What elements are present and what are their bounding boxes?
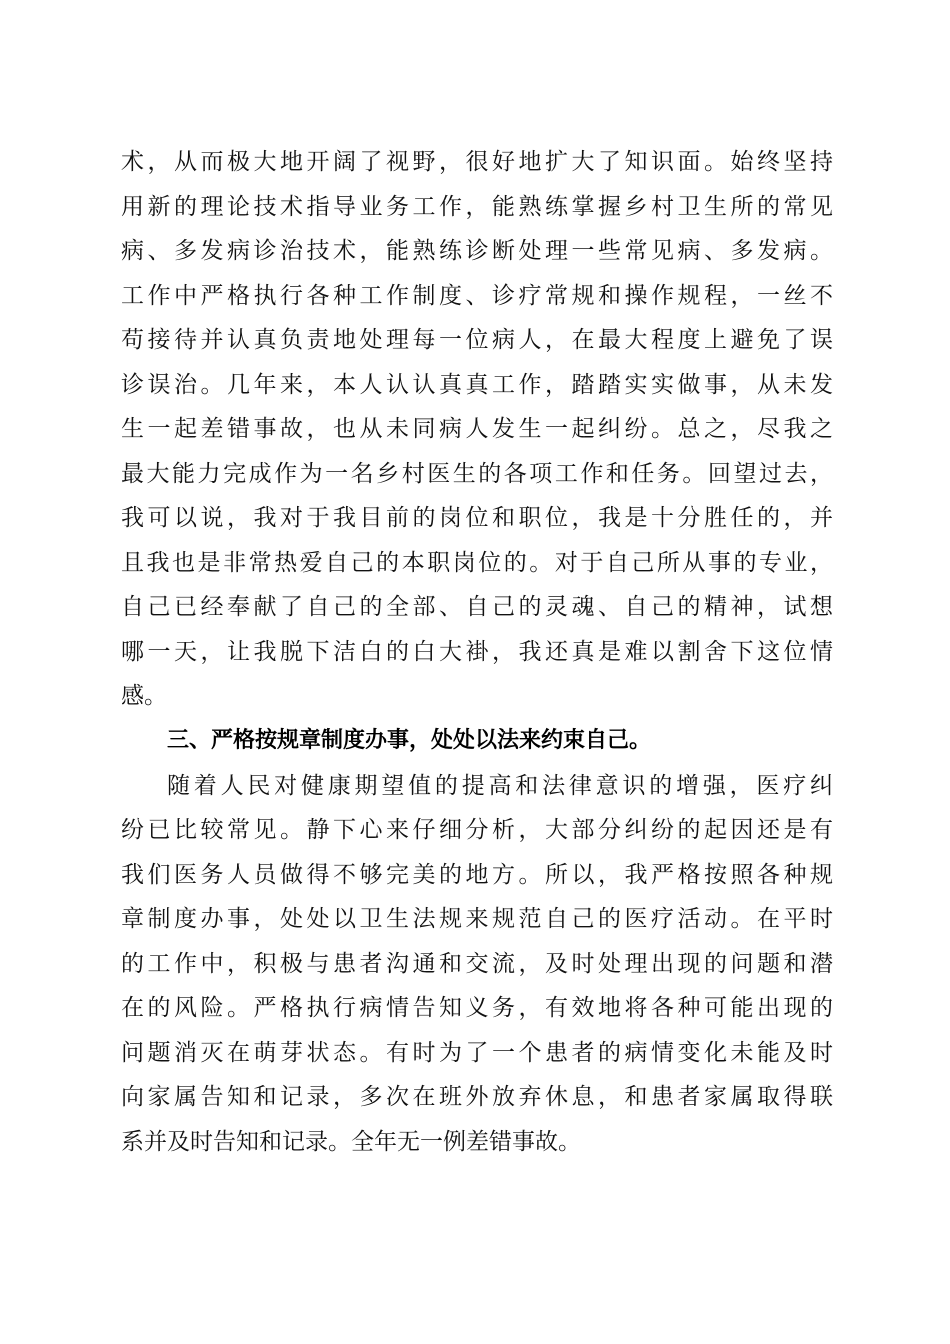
paragraph-line: 向家属告知和记录，多次在班外放弃休息，和患者家属取得联 bbox=[121, 1084, 833, 1110]
paragraph-line: 生一起差错事故，也从未同病人发生一起纠纷。总之，尽我之 bbox=[121, 416, 833, 442]
paragraph-line: 用新的理论技术指导业务工作，能熟练掌握乡村卫生所的常见 bbox=[121, 193, 833, 220]
paragraph-line: 哪一天，让我脱下洁白的白大褂，我还真是难以割舍下这位情 bbox=[121, 638, 833, 665]
paragraph-line: 术，从而极大地开阔了视野，很好地扩大了知识面。始终坚持 bbox=[121, 149, 833, 175]
paragraph-line: 工作中严格执行各种工作制度、诊疗常规和操作规程，一丝不 bbox=[121, 282, 833, 309]
paragraph-line: 纷已比较常见。静下心来仔细分析，大部分纠纷的起因还是有 bbox=[121, 817, 833, 843]
paragraph-line: 在的风险。严格执行病情告知义务，有效地将各种可能出现的 bbox=[121, 995, 833, 1021]
paragraph-line: 问题消灭在萌芽状态。有时为了一个患者的病情变化未能及时 bbox=[121, 1039, 833, 1066]
paragraph-line: 系并及时告知和记录。全年无一例差错事故。 bbox=[121, 1128, 581, 1155]
paragraph-line: 病、多发病诊治技术，能熟练诊断处理一些常见病、多发病。 bbox=[121, 238, 833, 264]
paragraph-line: 感。 bbox=[121, 683, 167, 709]
paragraph-line: 随着人民对健康期望值的提高和法律意识的增强，医疗纠 bbox=[167, 772, 833, 799]
paragraph-line: 章制度办事，处处以卫生法规来规范自己的医疗活动。在平时 bbox=[121, 906, 833, 932]
paragraph-line: 最大能力完成作为一名乡村医生的各项工作和任务。回望过去， bbox=[121, 460, 833, 487]
paragraph-line: 我们医务人员做得不够完美的地方。所以，我严格按照各种规 bbox=[121, 861, 833, 888]
paragraph-line: 诊误治。几年来，本人认认真真工作，踏踏实实做事，从未发 bbox=[121, 371, 833, 398]
paragraph-line: 我可以说，我对于我目前的岗位和职位，我是十分胜任的，并 bbox=[121, 505, 833, 531]
paragraph-line: 苟接待并认真负责地处理每一位病人，在最大程度上避免了误 bbox=[121, 327, 833, 353]
paragraph-line: 且我也是非常热爱自己的本职岗位的。对于自己所从事的专业， bbox=[121, 549, 833, 576]
section-heading: 三、严格按规章制度办事，处处以法来约束自己。 bbox=[167, 728, 652, 753]
paragraph-line: 自己已经奉献了自己的全部、自己的灵魂、自己的精神，试想 bbox=[121, 594, 833, 620]
paragraph-line: 的工作中，积极与患者沟通和交流，及时处理出现的问题和潜 bbox=[121, 950, 833, 977]
